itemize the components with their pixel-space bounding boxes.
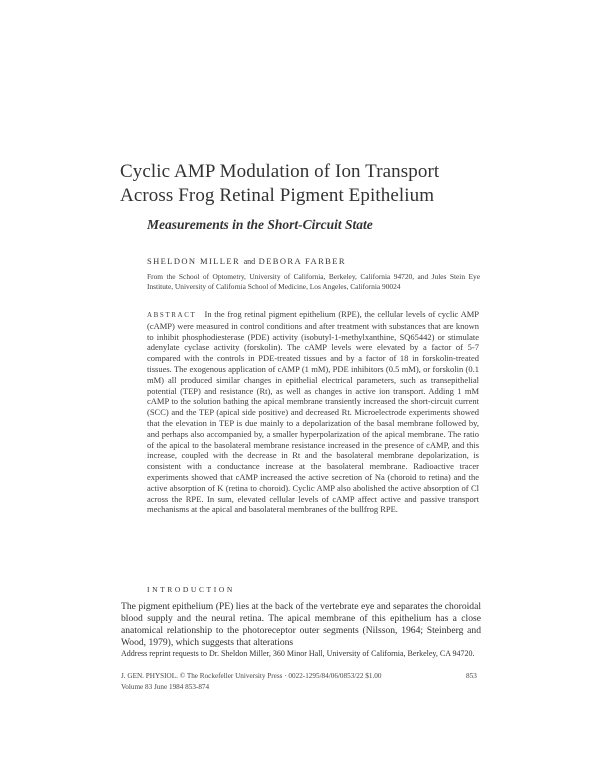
title-line-1: Cyclic AMP Modulation of Ion Transport: [120, 161, 440, 182]
introduction-heading: INTRODUCTION: [147, 585, 235, 594]
page-number: 853: [466, 672, 477, 680]
affiliation: From the School of Optometry, University of California, Berkeley, California 94720, and Jules Stein Eye Institute, University of California School of Medicine, Los Angeles, California 90024: [147, 272, 480, 292]
abstract-text: In the frog retinal pigment epithelium (RPE), the cellular levels of cyclic AMP (cAMP) were measured in control conditions and after treatment with substances that are known to inhibit phosphodiesterase (PDE) activity (isobutyl-1-methylxanthine, SQ65442) or stimulate adenylate cyclase activity (forskolin). The cAMP levels were elevated by a factor of 5-7 compared with the controls in PDE-treated tissues and by a factor of 18 in forskolin-treated tissues. The exogenous application of cAMP (1 mM), PDE inhibitors (0.5 mM), or forskolin (0.1 mM) all produced similar changes in epithelial electrical parameters, such as transepithelial potential (TEP) and resistance (Rt), as well as changes in active ion transport. Adding 1 mM cAMP to the solution bathing the apical membrane transiently increased the short-circuit current (SCC) and the TEP (apical side positive) and decreased Rt. Microelectrode experiments showed that the elevation in TEP is due mainly to a depolarization of the basal membrane followed by, and perhaps also accompanied by, a smaller hyperpolarization of the apical membrane. The ratio of the apical to the basolateral membrane resistance increased in the presence of cAMP, and this increase, coupled with the decrease in Rt and the basolateral membrane depolarization, is consistent with a conductance increase at the basolateral membrane. Radioactive tracer experiments showed that cAMP increased the active secretion of Na (choroid to retina) and the active absorption of K (retina to choroid). Cyclic AMP also abolished the active absorption of Cl across the RPE. In sum, elevated cellular levels of cAMP affect active and passive transport mechanisms at the apical and basolateral membranes of the bullfrog RPE.: [147, 309, 479, 515]
title-line-2: Across Frog Retinal Pigment Epithelium: [120, 185, 435, 206]
abstract: [147, 309, 479, 515]
journal-footer: J. GEN. PHYSIOL. © The Rockefeller University Press · 0022-1295/84/06/0853/22 $1.00: [121, 672, 382, 680]
reprint-address: Address reprint requests to Dr. Sheldon Miller, 360 Minor Hall, University of California, Berkeley, CA 94720.: [121, 649, 475, 658]
author-conjunction: and: [243, 257, 256, 266]
author-second: DEBORA FARBER: [258, 256, 346, 266]
volume-footer: Volume 83 June 1984 853-874: [121, 683, 210, 691]
subtitle: Measurements in the Short-Circuit State: [147, 217, 373, 232]
abstract-label: ABSTRACT: [147, 311, 197, 319]
author-first: SHELDON MILLER: [147, 256, 241, 266]
authors: [147, 256, 346, 266]
introduction-text: The pigment epithelium (PE) lies at the back of the vertebrate eye and separates the choroidal blood supply and the neural retina. The apical membrane of this epithelium has a close anatomical relationship to the photoreceptor outer segments (Nilsson, 1964; Steinberg and Wood, 1979), which suggests that alterations: [121, 601, 481, 648]
